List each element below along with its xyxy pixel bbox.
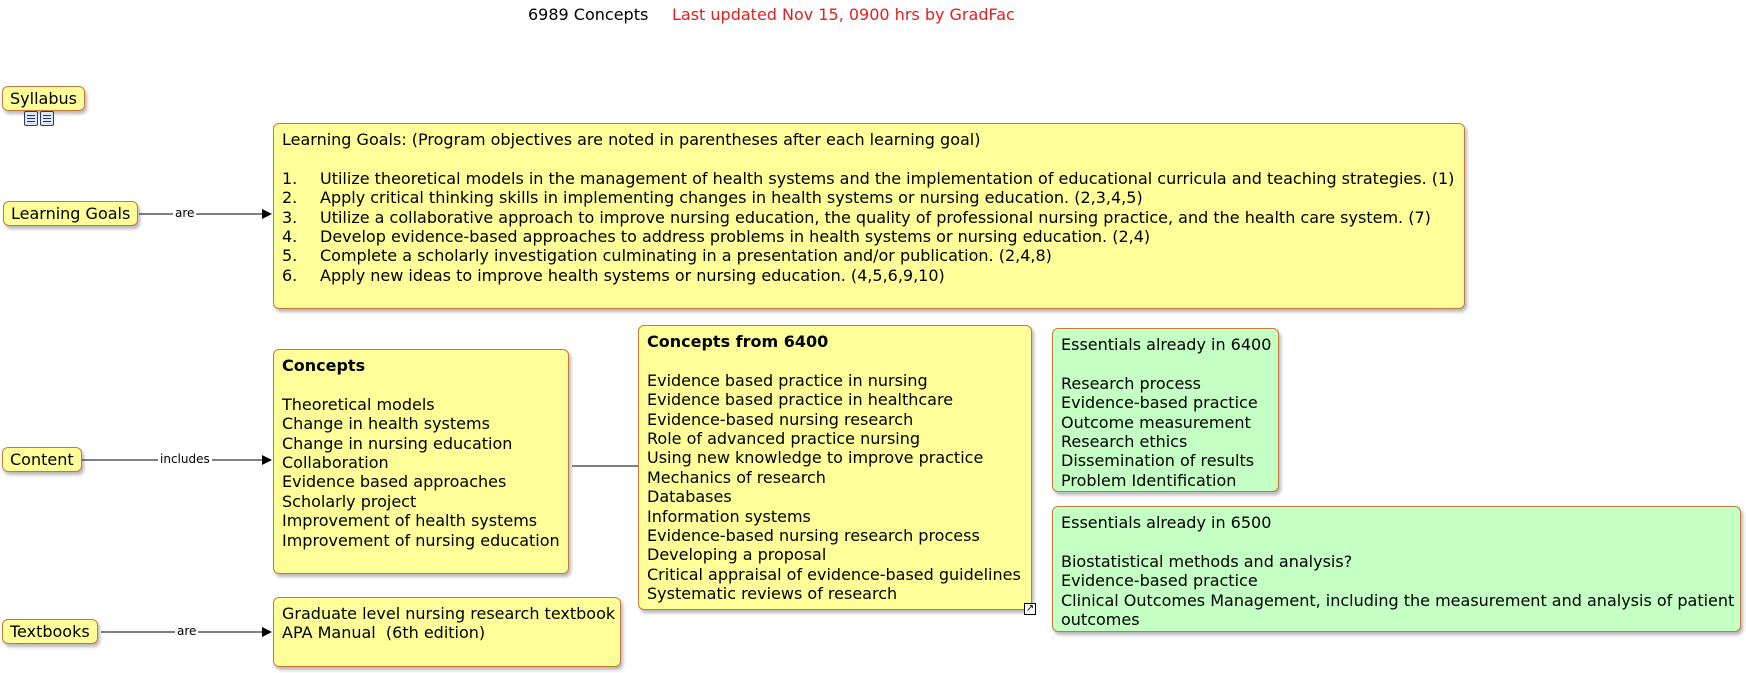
essential-6500-item: Clinical Outcomes Management, including the measurement and analysis of patient [1061,590,1735,610]
essentials-6400-box[interactable] [1052,328,1279,492]
textbook-item: Graduate level nursing research textbook [282,604,616,623]
concept-6400-item: Evidence based practice in healthcare [647,390,954,410]
concept-item: Theoretical models [282,394,435,414]
content-node[interactable]: Content [2,447,82,472]
essential-6500-item: outcomes [1061,610,1140,630]
concept-item: Change in health systems [282,414,490,434]
learning-goals-box[interactable] [273,123,1465,309]
concepts-box[interactable] [273,349,569,574]
learning-goals-heading: Learning Goals: (Program objectives are noted in parentheses after each learning goal) [282,130,981,149]
essential-6500-item: Evidence-based practice [1061,571,1258,591]
concept-6400-item: Evidence-based nursing research [647,409,914,429]
goal-item: 2. Apply critical thinking skills in implementing changes in health systems or nursing education. (2,3,4,5) [282,188,1143,208]
concept-6400-item: Critical appraisal of evidence-based guidelines [647,564,1021,584]
goal-item: 4. Develop evidence-based approaches to address problems in health systems or nursing education. (2,4) [282,227,1151,247]
learning-goals-node[interactable]: Learning Goals [3,201,138,226]
essential-6400-item: Research ethics [1061,432,1188,452]
concept-item: Improvement of health systems [282,511,538,531]
goal-item: 1. Utilize theoretical models in the management of health systems and the implementation of educational curricula and teaching strategies. (1) [282,168,1455,188]
textbook-item: APA Manual (6th edition) [282,623,486,643]
essential-6400-item: Research process [1061,373,1201,393]
concept-item: Scholarly project [282,491,417,511]
concept-6400-item: Developing a proposal [647,545,827,565]
concept-item: Collaboration [282,453,389,473]
essentials-6500-box[interactable] [1052,506,1741,632]
concept-6400-item: Information systems [647,506,811,526]
goal-item: 6. Apply new ideas to improve health systems or nursing education. (4,5,6,9,10) [282,265,945,285]
concept-6400-item: Using new knowledge to improve practice [647,448,984,468]
essential-6400-item: Dissemination of results [1061,451,1255,471]
textbooks-node[interactable]: Textbooks [2,619,98,644]
external-link-icon[interactable]: ↗ [1025,603,1035,614]
map-title: 6989 Concepts [528,5,649,24]
last-updated-text: Last updated Nov 15, 0900 hrs by GradFac [672,5,1015,24]
syllabus-attachments [24,111,54,126]
essential-6400-item: Problem Identification [1061,470,1237,490]
essential-6400-item: Evidence-based practice [1061,393,1258,413]
concepts-6400-heading: Concepts from 6400 [647,332,829,351]
concept-item: Change in nursing education [282,433,513,453]
essential-6500-item: Biostatistical methods and analysis? [1061,551,1353,571]
essentials-6400-heading: Essentials already in 6400 [1061,335,1272,354]
textbooks-link-label: are [177,624,197,638]
goals-link-label: are [175,206,195,220]
concept-6400-item: Mechanics of research [647,467,826,487]
textbooks-box[interactable] [273,597,621,667]
content-link-label: includes [160,452,210,466]
concept-item: Evidence based approaches [282,472,507,492]
document-icon[interactable] [24,111,38,126]
concept-6400-item: Systematic reviews of research [647,584,898,604]
concept-6400-item: Evidence-based nursing research process [647,526,980,546]
goal-item: 5. Complete a scholarly investigation culminating in a presentation and/or publication. (2,4,8) [282,246,1052,266]
goal-item: 3. Utilize a collaborative approach to improve nursing education, the quality of professional nursing practice, and the health care system. (7) [282,207,1431,227]
concepts-heading: Concepts [282,356,366,375]
concept-6400-item: Databases [647,487,732,507]
notes-icon[interactable] [40,111,54,126]
essential-6400-item: Outcome measurement [1061,412,1251,432]
concept-item: Improvement of nursing education [282,530,560,550]
concepts-6400-box[interactable] [638,325,1032,610]
concept-6400-item: Evidence based practice in nursing [647,370,928,390]
essentials-6500-heading: Essentials already in 6500 [1061,513,1272,532]
concept-6400-item: Role of advanced practice nursing [647,429,921,449]
syllabus-node[interactable]: Syllabus [2,86,85,111]
